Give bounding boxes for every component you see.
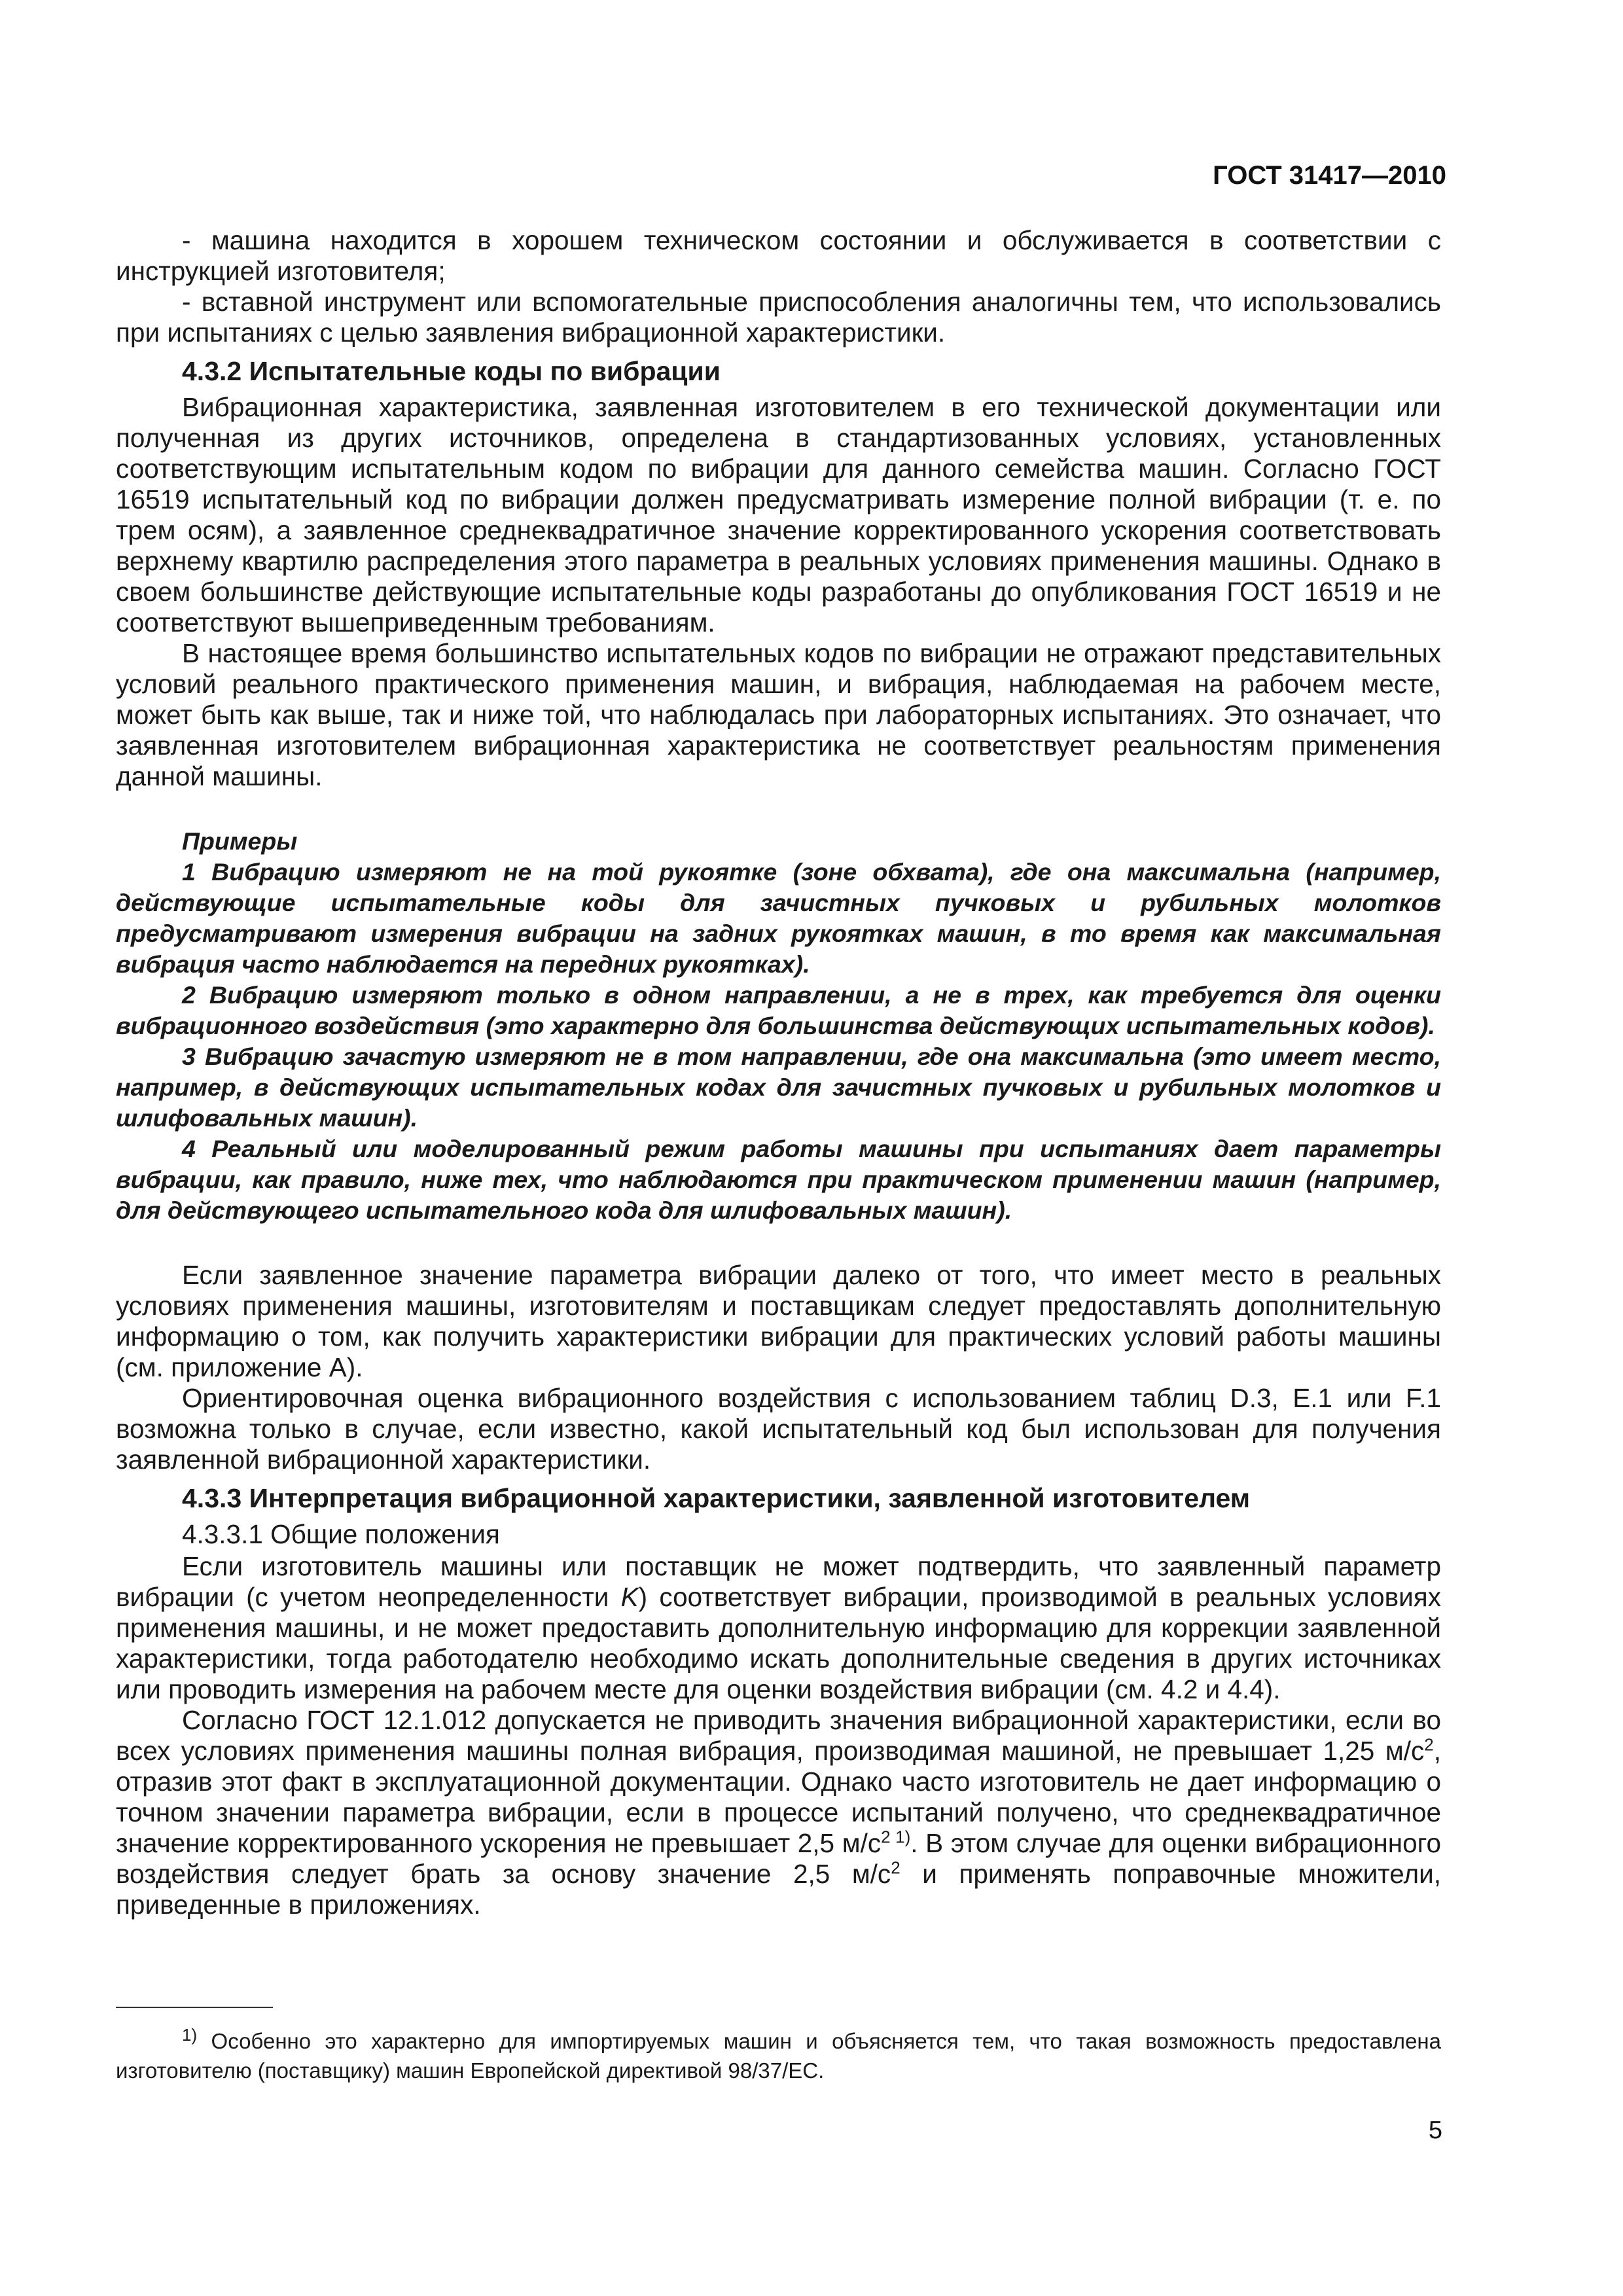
- example-item-2: 2 Вибрацию измеряют только в одном направлении, а не в трех, как требуется для оценки вибрационного воздействия (это характерно для большинства действующих испытательных кодов).: [116, 981, 1441, 1039]
- text-fragment: Согласно ГОСТ 12.1.012 допускается не приводить значения вибрационной характеристики, если во всех условиях применения машины полная вибрация, производимая машиной, не превышает 1,25 м/с: [116, 1705, 1441, 1766]
- section-heading-4-3-2: 4.3.2 Испытательные коды по вибрации: [182, 356, 721, 386]
- text-fragment: ) соответствует вибрации, производимой в реальных условиях применения машины, и не может предоставить дополнительную информацию для коррекции заявленной характеристики, тогда работодателю необходимо искать дополнительные сведения в других источниках или проводить измерения на рабочем месте для оценки воздействия вибрации (см. 4.2 и 4.4).: [116, 1582, 1441, 1704]
- main-text: [116, 225, 1441, 1920]
- superscript-footnote-ref: 2 1): [881, 1827, 911, 1847]
- footnote: [116, 2026, 1441, 2085]
- example-item-4: 4 Реальный или моделированный режим работы машины при испытаниях дает параметры вибрации, как правило, ниже тех, что наблюдаются при практическом применении машин (например, для действующего испытательного кода для шлифовальных машин).: [116, 1135, 1441, 1224]
- example-item-1: 1 Вибрацию измеряют не на той рукоятке (зоне обхвата), где она максимальна (например, действующие испытательные коды для зачистных пучковых и рубильных молотков предусматривают измерения вибрации на задних рукоятках машин, в то время как максимальная вибрация часто наблюдается на передних рукоятках).: [116, 858, 1441, 978]
- symbol-k: K: [620, 1582, 639, 1612]
- paragraph-test-codes-current: В настоящее время большинство испытательных кодов по вибрации не отражают представительных условий реального практического применения машин, и вибрация, наблюдаемая на рабочем месте, может быть как выше, так и ниже той, что наблюдалась при лабораторных испытаниях. Это означает, что заявленная изготовителем вибрационная характеристика не соответствует реальностям применения данной машины.: [116, 638, 1441, 791]
- page-number: 5: [1428, 2117, 1442, 2144]
- subsection-heading-4-3-3-1: 4.3.3.1 Общие положения: [182, 1519, 500, 1549]
- document-code-header: ГОСТ 31417—2010: [1213, 161, 1446, 190]
- paragraph-gost-12-1-012: [116, 1705, 1441, 1920]
- paragraph-additional-info: Если заявленное значение параметра вибрации далеко от того, что имеет место в реальных условиях применения машины, изготовителям и поставщикам следует предоставлять дополнительную информацию о том, как получить характеристики вибрации для практических условий работы машины (см. приложение А).: [116, 1260, 1441, 1382]
- footnote-divider: [116, 2007, 273, 2008]
- paragraph-condition-1: - машина находится в хорошем техническом состоянии и обслуживается в соответствии с инструкцией изготовителя;: [116, 225, 1441, 286]
- superscript: 2: [1424, 1734, 1434, 1755]
- text-fragment: , отразив этот факт в эксплуатационной документации. Однако часто изготовитель не дает информацию о точном значении параметра вибрации, если в процессе испытаний получено, что среднеквадратичное значение корректированного ускорения не превышает 2,5 м/с: [116, 1736, 1441, 1858]
- text-fragment: и применять поправочные множители, приведенные в приложениях.: [116, 1859, 1441, 1920]
- text-fragment: . В этом случае для оценки вибрационного воздействия следует брать за основу значение 2,5 м/с: [116, 1828, 1441, 1889]
- paragraph-condition-2: - вставной инструмент или вспомогательные приспособления аналогичны тем, что использовались при испытаниях с целью заявления вибрационной характеристики.: [116, 287, 1441, 348]
- section-heading-4-3-3: 4.3.3 Интерпретация вибрационной характеристики, заявленной изготовителем: [182, 1483, 1251, 1513]
- paragraph-estimate-tables: Ориентировочная оценка вибрационного воздействия с использованием таблиц D.3, Е.1 или F.1 возможна только в случае, если известно, какой испытательный код был использован для получения заявленной вибрационной характеристики.: [116, 1383, 1441, 1475]
- paragraph-vibration-characteristic: Вибрационная характеристика, заявленная изготовителем в его технической документации или полученная из других источников, определена в стандартизованных условиях, установленных соответствующим испытательным кодом по вибрации для данного семейства машин. Согласно ГОСТ 16519 испытательный код по вибрации должен предусматривать измерение полной вибрации (т. е. по трем осям), а заявленное среднеквадратичное значение корректированного ускорения соответствовать верхнему квартилю распределения этого параметра в реальных условиях применения машины. Однако в своем большинстве действующие испытательные коды разработаны до опубликования ГОСТ 16519 и не соответствуют вышеприведенным требованиям.: [116, 392, 1441, 637]
- superscript: 2: [891, 1857, 901, 1878]
- paragraph-uncertainty: [116, 1551, 1441, 1705]
- examples-block: [116, 826, 1441, 1226]
- examples-title: Примеры: [182, 827, 298, 855]
- text-fragment: Если изготовитель машины или поставщик не может подтвердить, что заявленный параметр вибрации (с учетом неопределенности: [116, 1551, 1441, 1612]
- footnote-text: Особенно это характерно для импортируемых машин и объясняется тем, что такая возможность предоставлена изготовителю (поставщику) машин Европейской директивой 98/37/ЕС.: [116, 2029, 1441, 2083]
- example-item-3: 3 Вибрацию зачастую измеряют не в том направлении, где она максимальна (это имеет место, например, в действующих испытательных кодах для зачистных пучковых и рубильных молотков и шлифовальных машин).: [116, 1043, 1441, 1132]
- footnote-marker: 1): [182, 2025, 198, 2045]
